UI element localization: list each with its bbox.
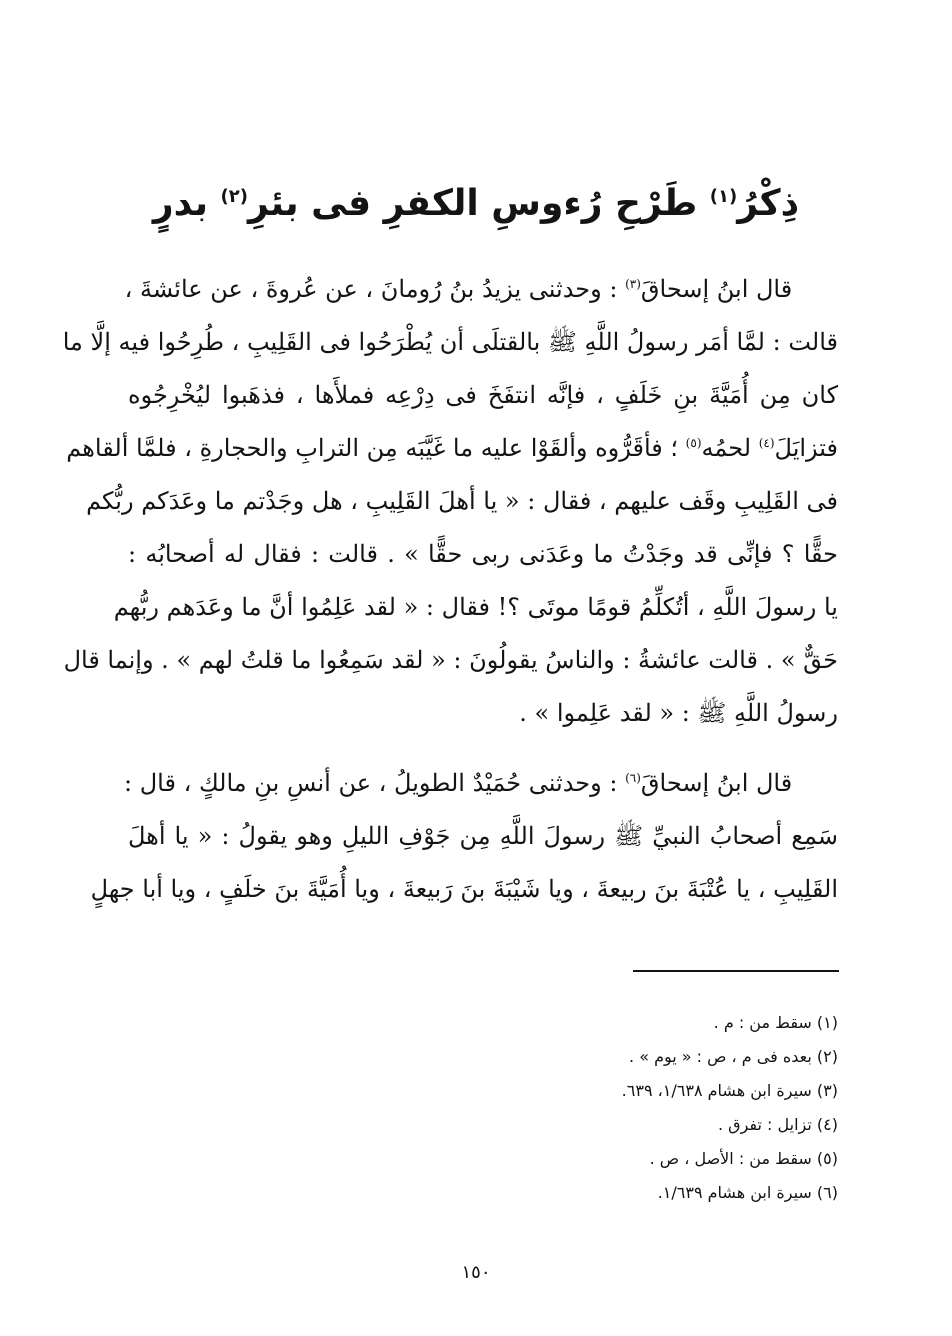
footnote: (١) سقط من : م . xyxy=(713,1013,838,1032)
footnote: (٤) تزايل : تفرق . xyxy=(718,1115,838,1134)
title-footnote-ref-1: (١) xyxy=(709,186,738,208)
text-segment: ؛ فأقَرُّوه وألقَوْا عليه ما غَيَّبَه مِن الترابِ والحجارةِ ، فلمَّا ألقاهم xyxy=(66,434,679,462)
paragraph-lead: قال ابنُ إسحاقَ xyxy=(640,769,793,797)
text-line: حقًّا ؟ فإنِّى قد وجَدْتُ ما وعَدَنى ربى حقًّا » . قالت : فقال له أصحابُه : xyxy=(128,540,838,568)
paragraph-lead-rest: : وحدثنى يزيدُ بنُ رُومانَ ، عن عُروةَ ، عن عائشةَ ، xyxy=(124,275,618,303)
paragraph-2 xyxy=(90,757,838,916)
text-segment: فتزايَلَ xyxy=(774,434,838,462)
footnote-ref: (٥) xyxy=(685,436,702,450)
footnote: (٥) سقط من : الأصل ، ص . xyxy=(649,1149,838,1168)
title-word-3: بدرٍ xyxy=(152,183,208,225)
footnote: (٦) سيرة ابن هشام ١/٦٣٩. xyxy=(657,1183,838,1202)
footnote: (٣) سيرة ابن هشام ١/٦٣٨، ٦٣٩. xyxy=(621,1081,838,1100)
text-line: فى القَلِيبِ وقَف عليهم ، فقال : « يا أهلَ القَلِيبِ ، هل وجَدْتم ما وعَدَكم ربُّكم xyxy=(86,487,838,515)
title-word-2: طَرْحِ رُءوسِ الكفرِ فى بئرِ xyxy=(247,183,698,225)
footnote-divider xyxy=(633,970,839,972)
title-footnote-ref-2: (٢) xyxy=(220,186,248,208)
text-line: حَقٌّ » . قالت عائشةُ : والناسُ يقولُونَ : « لقد سَمِعُوا ما قلتُ لهم » . وإنما قال xyxy=(63,646,838,674)
text-line: رسولُ اللَّهِ ﷺ : « لقد عَلِموا » . xyxy=(519,699,838,727)
footnote-ref: (٦) xyxy=(625,771,641,785)
paragraph-1 xyxy=(62,263,838,740)
chapter-title xyxy=(120,174,832,234)
text-line: كان مِن أُمَيَّةَ بنِ خَلَفٍ ، فإنَّه انتفَخَ فى دِرْعِه فملأَها ، فذهَبوا ليُخْرِجُوه xyxy=(128,381,838,409)
footnote-ref: (٣) xyxy=(625,277,641,291)
page-number: ١٥٠ xyxy=(461,1262,491,1283)
paragraph-lead-rest: : وحدثنى حُمَيْدٌ الطويلُ ، عن أنسِ بنِ مالكٍ ، قال : xyxy=(124,769,618,797)
text-line: سَمِع أصحابُ النبيِّ ﷺ رسولَ اللَّهِ مِن جَوْفِ الليلِ وهو يقولُ : « يا أهلَ xyxy=(128,822,838,850)
text-line: القَلِيبِ ، يا عُتْبَةَ بنَ ربيعةَ ، ويا شَيْبَةَ بنَ رَبيعةَ ، ويا أُمَيَّةَ بنَ خلَفٍ ، ويا أبا جهلٍ xyxy=(90,875,838,903)
footnote: (٢) بعده فى م ، ص : « يوم » . xyxy=(629,1047,838,1066)
text-line xyxy=(66,422,838,475)
paragraph-lead: قال ابنُ إسحاقَ xyxy=(640,275,793,303)
text-line xyxy=(124,263,838,316)
text-segment: لحمُه xyxy=(701,434,752,462)
footnote-ref: (٤) xyxy=(758,436,775,450)
title-word-1: ذِكْرُ xyxy=(737,183,800,225)
text-line: يا رسولَ اللَّهِ ، أتُكلِّمُ قومًا موتَى ؟! فقال : « لقد عَلِمُوا أنَّ ما وعَدَهم ربُّهم xyxy=(113,593,838,621)
footnotes xyxy=(300,1006,838,1210)
text-line xyxy=(124,757,838,810)
text-line: قالت : لمَّا أمَر رسولُ اللَّهِ ﷺ بالقتلَى أن يُطْرَحُوا فى القَلِيبِ ، طُرِحُوا فيه إلَّا ما xyxy=(62,328,838,356)
